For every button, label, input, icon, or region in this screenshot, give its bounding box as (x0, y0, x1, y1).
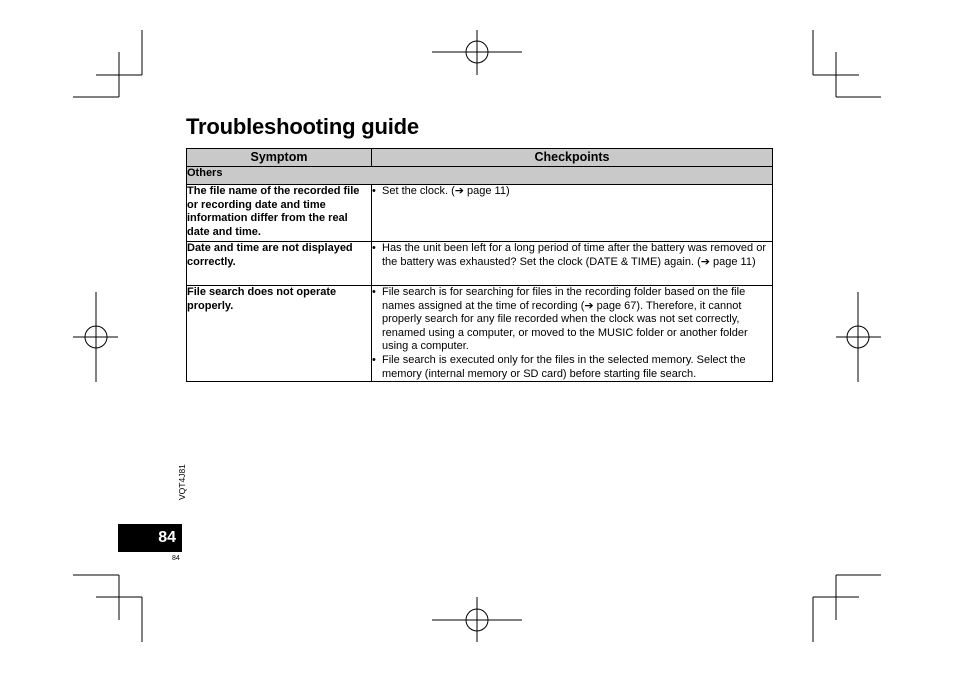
section-row (187, 167, 773, 185)
page-number: 84 (158, 529, 176, 546)
checkpoint-item: • File search is for searching for files in the recording folder based on the file names assigned at the time of recording (➔ page 67). Therefore, it cannot properly search for any file recorded when the clock was not set correctly, renamed using a computer, or moved to the MUSIC folder or another folder using a computer. (372, 286, 772, 354)
table-row (187, 242, 773, 286)
table-row (187, 185, 773, 242)
column-header-checkpoints: Checkpoints (372, 149, 773, 167)
small-page-number: 84 (172, 555, 180, 562)
checkpoints-cell (372, 242, 773, 286)
symptom-cell: The file name of the recorded file or recording date and time information differ from the real date and time. (187, 185, 372, 242)
checkpoint-list (372, 242, 772, 269)
checkpoints-cell (372, 286, 773, 382)
checkpoint-item: • Has the unit been left for a long period of time after the battery was removed or the battery was exhausted? Set the clock (DATE & TIME) again. (➔ page 11) (372, 242, 772, 269)
checkpoint-item: • File search is executed only for the files in the selected memory. Select the memory (internal memory or SD card) before starting file search. (372, 354, 772, 381)
checkpoint-item: • Set the clock. (➔ page 11) (372, 185, 772, 199)
checkpoints-cell (372, 185, 773, 242)
table-row (187, 286, 773, 382)
symptom-cell: File search does not operate properly. (187, 286, 372, 382)
checkpoint-list (372, 185, 772, 199)
page-number-tab (118, 524, 182, 552)
symptom-cell: Date and time are not displayed correctly. (187, 242, 372, 286)
document-code: VQT4J81 (177, 464, 187, 500)
checkpoint-list (372, 286, 772, 381)
table-header-row (187, 149, 773, 167)
troubleshooting-table (186, 148, 773, 382)
column-header-symptom: Symptom (187, 149, 372, 167)
section-label: Others (187, 167, 773, 185)
page-title: Troubleshooting guide (186, 114, 419, 139)
